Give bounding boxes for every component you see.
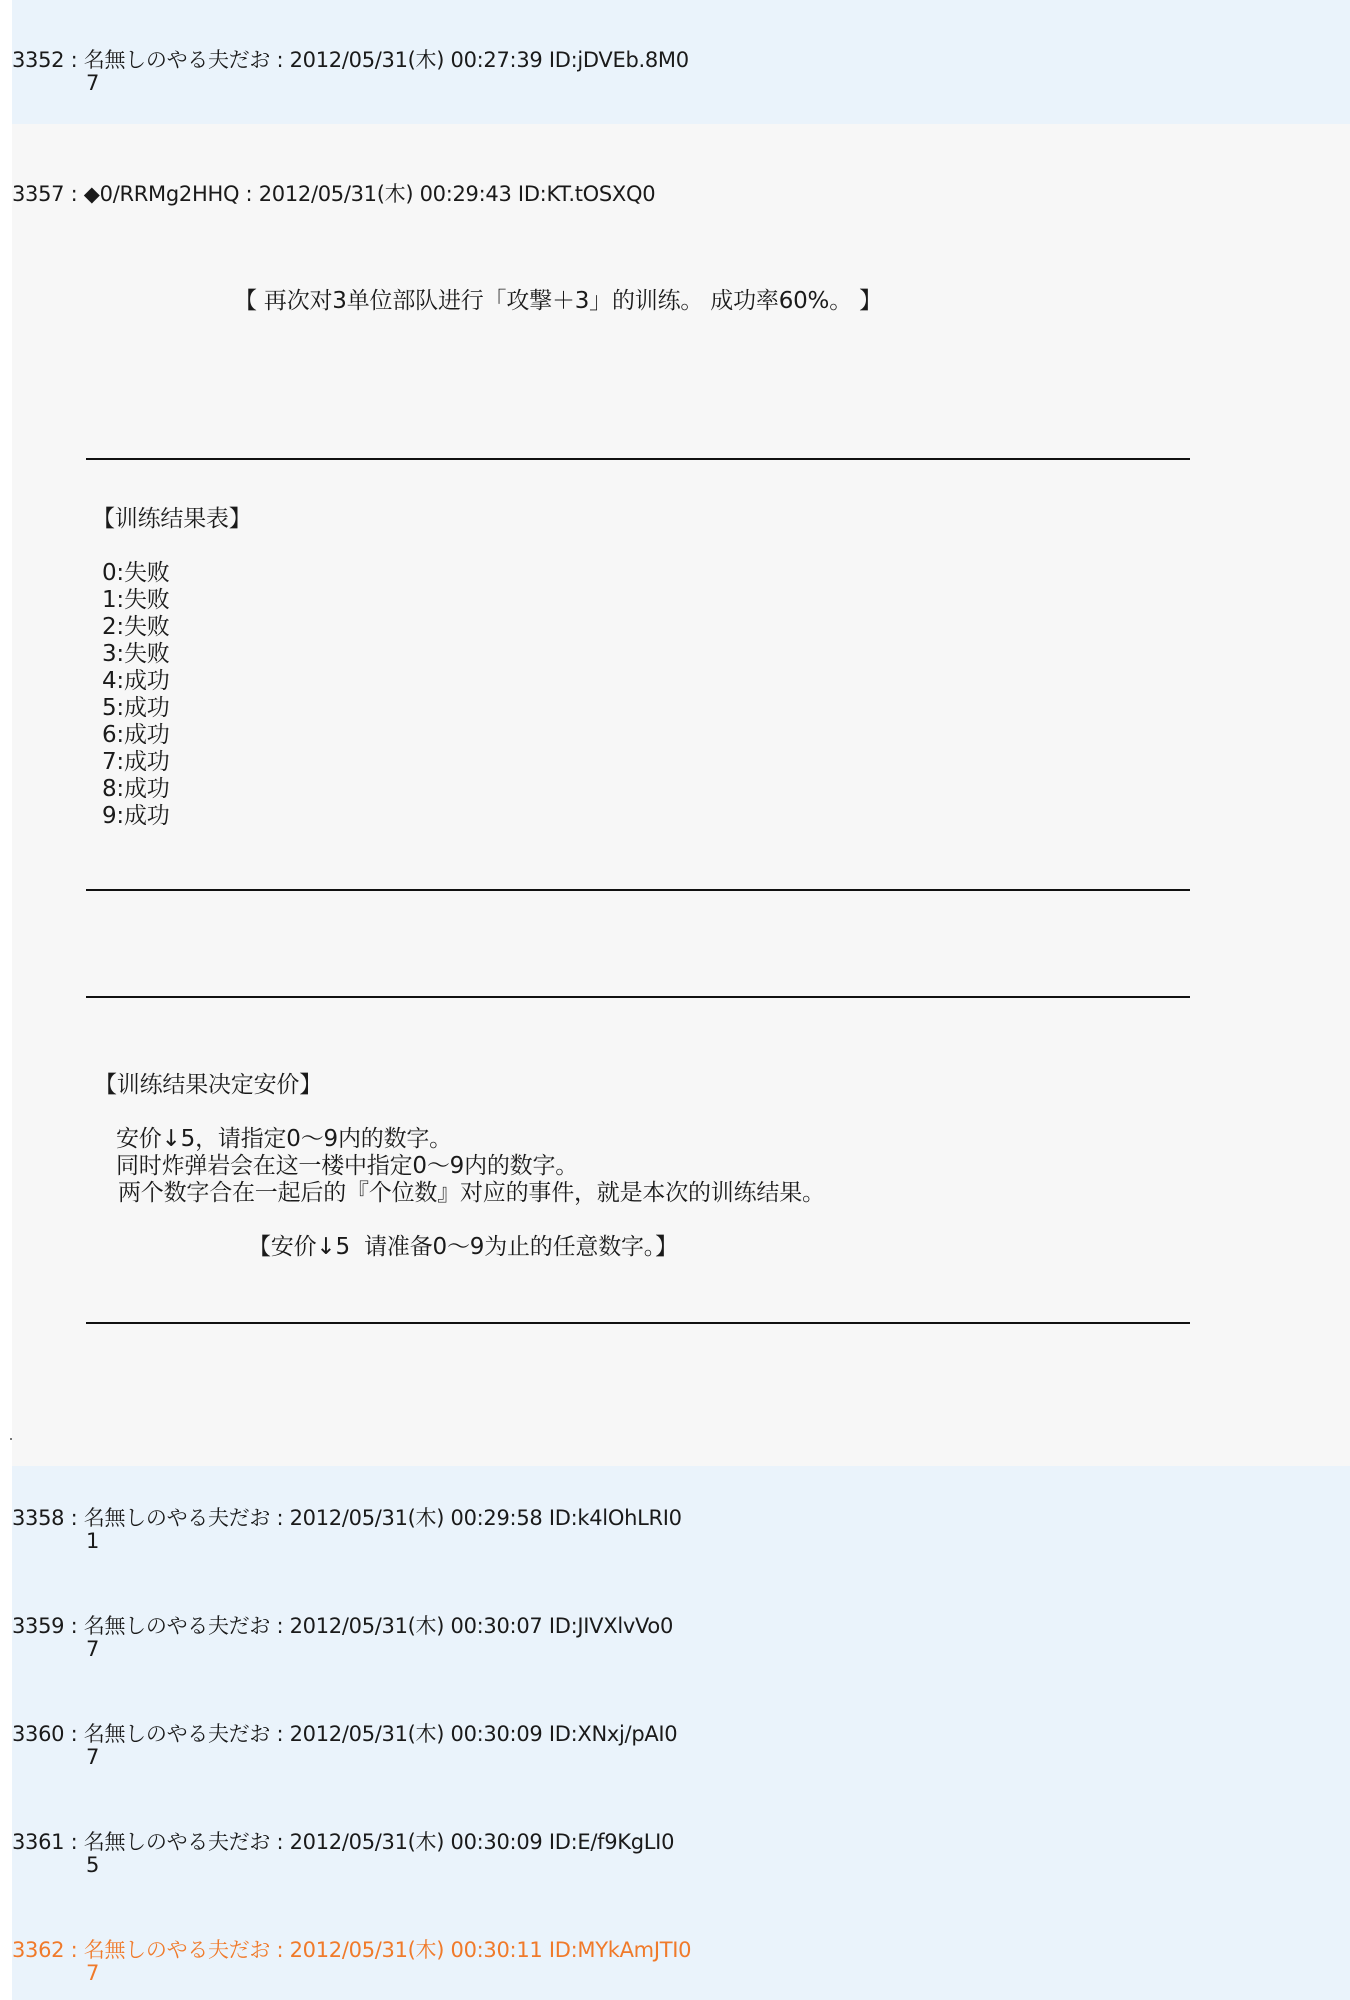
reply-post — [12, 1466, 1350, 1574]
separator: : — [239, 182, 259, 206]
post-datetime: 2012/05/31(木) 00:30:07 — [289, 1614, 543, 1638]
separator: : — [64, 1614, 84, 1638]
decision-title: 【训练结果决定安价】 — [94, 1072, 323, 1098]
result-row: 5:成功 — [102, 695, 170, 721]
separator: : — [270, 1722, 290, 1746]
separator: : — [64, 1722, 84, 1746]
result-row: 3:失败 — [102, 641, 170, 667]
post-datetime: 2012/05/31(木) 00:27:39 — [289, 48, 543, 72]
divider-line — [86, 996, 1190, 998]
poster-name: 名無しのやる夫だお — [83, 1722, 271, 1746]
post-header — [12, 1502, 682, 1532]
poster-id: ID:XNxj/pAI0 — [548, 1722, 678, 1746]
poster-name: 名無しのやる夫だお — [83, 1506, 271, 1530]
post-datetime: 2012/05/31(木) 00:30:09 — [289, 1722, 543, 1746]
post-number[interactable]: 3360 — [12, 1722, 65, 1746]
result-table-title: 【训练结果表】 — [92, 506, 252, 532]
post-body: 1 — [86, 1529, 100, 1553]
post-header — [12, 178, 655, 208]
divider-line — [86, 458, 1190, 460]
decision-line: 同时炸弹岩会在这一楼中指定0～9内的数字。 — [116, 1153, 579, 1179]
reply-post-highlighted — [12, 1898, 1350, 2000]
separator: : — [270, 1830, 290, 1854]
decision-line: 两个数字合在一起后的『个位数』对应的事件，就是本次的训练结果。 — [118, 1180, 825, 1206]
reply-post — [12, 0, 1350, 124]
result-row: 9:成功 — [102, 803, 170, 829]
reply-post — [12, 1682, 1350, 1790]
result-row: 4:成功 — [102, 668, 170, 694]
author-post — [12, 124, 1350, 1466]
post-body: 7 — [86, 1745, 100, 1769]
post-number[interactable]: 3358 — [12, 1506, 65, 1530]
separator: : — [64, 182, 84, 206]
post-number[interactable]: 3357 — [12, 182, 65, 206]
poster-id: ID:k4lOhLRI0 — [548, 1506, 682, 1530]
post-body: 7 — [86, 71, 100, 95]
post-number[interactable]: 3361 — [12, 1830, 65, 1854]
result-row: 2:失败 — [102, 614, 170, 640]
post-header — [12, 1718, 677, 1748]
post-datetime: 2012/05/31(木) 00:30:09 — [289, 1830, 543, 1854]
result-row: 6:成功 — [102, 722, 170, 748]
result-row: 7:成功 — [102, 749, 170, 775]
poster-name: 名無しのやる夫だお — [83, 48, 271, 72]
separator: : — [64, 1830, 84, 1854]
post-datetime: 2012/05/31(木) 00:30:11 — [289, 1938, 543, 1962]
divider-line — [86, 889, 1190, 891]
post-datetime: 2012/05/31(木) 00:29:43 — [258, 182, 512, 206]
divider-line — [86, 1322, 1190, 1324]
separator: : — [64, 1506, 84, 1530]
separator: : — [270, 48, 290, 72]
post-header — [12, 1934, 691, 1964]
poster-name: 名無しのやる夫だお — [83, 1614, 271, 1638]
post-datetime: 2012/05/31(木) 00:29:58 — [289, 1506, 543, 1530]
decision-line: 安价↓5，请指定0～9内的数字。 — [116, 1126, 452, 1152]
decision-prompt: 【安价↓5 请准备0～9为止的任意数字。】 — [248, 1234, 678, 1260]
separator: : — [64, 48, 84, 72]
training-announcement: 【 再次对3单位部队进行「攻撃＋3」的训练。 成功率60%。 】 — [234, 288, 882, 314]
poster-id: ID:jDVEb.8M0 — [548, 48, 689, 72]
separator: : — [270, 1506, 290, 1530]
poster-name: 名無しのやる夫だお — [83, 1830, 271, 1854]
reply-post — [12, 1790, 1350, 1898]
post-number[interactable]: 3362 — [12, 1938, 65, 1962]
post-header — [12, 1826, 674, 1856]
result-row: 1:失败 — [102, 587, 170, 613]
poster-name: 名無しのやる夫だお — [83, 1938, 271, 1962]
poster-trip: ◆0/RRMg2HHQ — [83, 182, 240, 206]
poster-id: ID:MYkAmJTI0 — [548, 1938, 692, 1962]
result-row: 0:失败 — [102, 560, 170, 586]
poster-id: ID:JIVXlvVo0 — [548, 1614, 674, 1638]
stray-dot — [10, 1438, 12, 1440]
post-body: 5 — [86, 1853, 100, 1877]
post-number[interactable]: 3359 — [12, 1614, 65, 1638]
post-header — [12, 44, 689, 74]
post-header — [12, 1610, 673, 1640]
result-row: 8:成功 — [102, 776, 170, 802]
poster-id: ID:KT.tOSXQ0 — [517, 182, 656, 206]
separator: : — [270, 1614, 290, 1638]
post-number[interactable]: 3352 — [12, 48, 65, 72]
reply-post — [12, 1574, 1350, 1682]
separator: : — [270, 1938, 290, 1962]
poster-id: ID:E/f9KgLI0 — [548, 1830, 675, 1854]
separator: : — [64, 1938, 84, 1962]
post-body: 7 — [86, 1637, 100, 1661]
post-body: 7 — [86, 1961, 100, 1985]
